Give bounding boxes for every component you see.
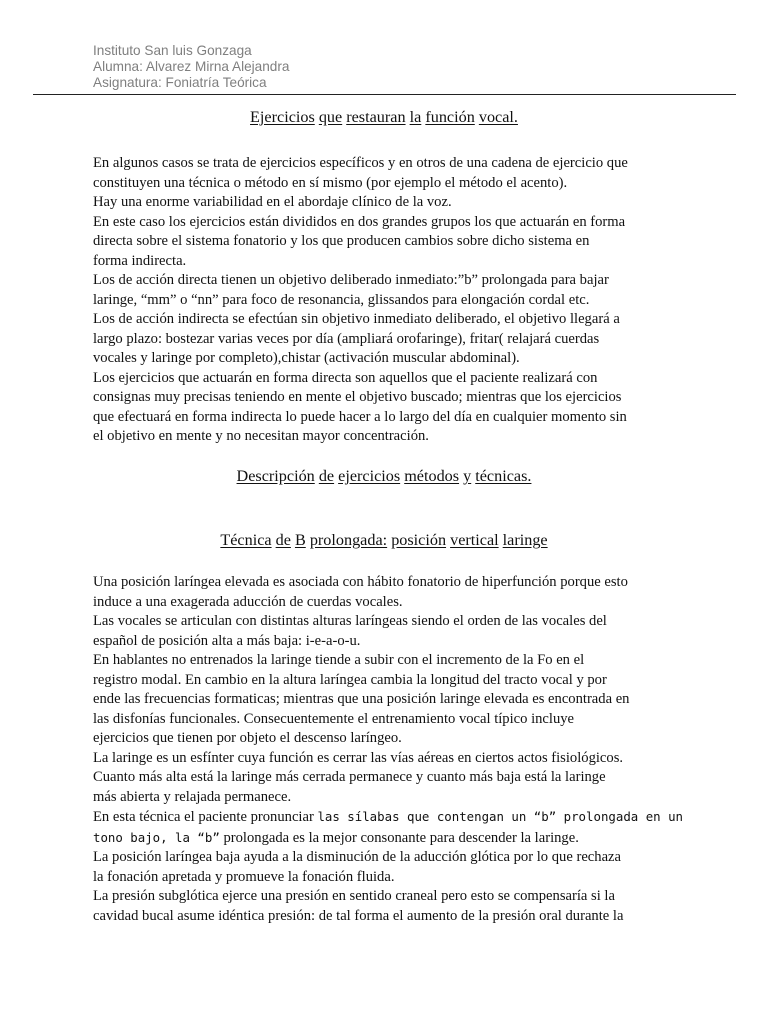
text-line: Los ejercicios que actuarán en forma directa son aquellos que el paciente realizará con: [93, 369, 598, 386]
title-word: posición: [391, 531, 447, 549]
text-line: directa sobre el sistema fonatorio y los que producen cambios sobre dicho sistema en: [93, 233, 590, 249]
header-student: Alumna: Alvarez Mirna Alejandra: [93, 59, 290, 74]
text-line: ende las frecuencias formaticas; mientras que una posición laringe elevada es encontrada en: [93, 691, 630, 707]
title-word: vertical: [450, 531, 499, 549]
text-line: que efectuará en forma indirecta lo puede hacer a lo largo del día en cualquier momento sin: [93, 408, 627, 425]
header-subject: Asignatura: Foniatría Teórica: [93, 75, 267, 90]
text-line: Una posición laríngea elevada es asociada con hábito fonatorio de hiperfunción porque esto: [93, 574, 628, 590]
document-header: [93, 43, 289, 91]
section-title-description: [0, 466, 768, 486]
text-line: Cuanto más alta está la laringe más cerrada permanece y cuanto más baja está la laringe: [93, 769, 606, 785]
text-line: Los de acción indirecta se efectúan sin objetivo inmediato deliberado, el objetivo llegará a: [93, 311, 620, 327]
text-line: forma indirecta.: [93, 252, 187, 269]
title-word: laringe: [502, 531, 548, 549]
text-line: constituyen una técnica o método en sí mismo (por ejemplo el método el acento).: [93, 174, 568, 191]
text-segment-mono: las sílabas que contengan un “b” prolongada en un: [317, 809, 683, 824]
text-line: más abierta y relajada permanece.: [93, 788, 292, 805]
text-line: vocales y laringe por completo),chistar (activación muscular abdominal).: [93, 350, 520, 366]
text-line: la fonación apretada y promueve la fonación fluida.: [93, 868, 395, 885]
text-line: En algunos casos se trata de ejercicios específicos y en otros de una cadena de ejercicio que: [93, 155, 628, 171]
text-line: [93, 828, 673, 849]
title-word: técnicas.: [475, 467, 532, 485]
title-word: restauran: [346, 108, 406, 126]
text-line: laringe, “mm” o “nn” para foco de resonancia, glissandos para elongación cordal etc.: [93, 291, 590, 308]
text-line: largo plazo: bostezar varias veces por día (ampliará orofaringe), fritar( relajará cuerdas: [93, 330, 600, 347]
title-word: Ejercicios: [250, 108, 315, 126]
title-word: vocal.: [478, 108, 518, 126]
main-title: [0, 107, 768, 127]
text-segment: prolongada es la mejor consonante para descender la laringe.: [219, 829, 579, 846]
text-line: La presión subglótica ejerce una presión en sentido craneal pero esto se compensaría si la: [93, 888, 615, 904]
text-line: En este caso los ejercicios están divididos en dos grandes grupos los que actuarán en forma: [93, 213, 626, 230]
text-line: [93, 807, 683, 828]
title-word: de: [318, 467, 335, 485]
title-word: la: [409, 108, 422, 126]
title-word: y: [463, 467, 472, 485]
header-institute: Instituto San luis Gonzaga: [93, 43, 252, 58]
title-word: Técnica: [220, 531, 272, 549]
title-word: que: [318, 108, 343, 126]
text-line: Los de acción directa tienen un objetivo deliberado inmediato:”b” prolongada para bajar: [93, 272, 609, 288]
text-segment: En esta técnica el paciente pronunciar: [93, 809, 318, 825]
title-word: de: [275, 531, 291, 549]
title-word: función: [425, 108, 475, 126]
text-line: ejercicios que tienen por objeto el descenso laríngeo.: [93, 730, 402, 746]
title-word: ejercicios: [338, 467, 401, 485]
text-line: las disfonías funcionales. Consecuentemente el entrenamiento vocal típico incluye: [93, 710, 575, 727]
text-line: el objetivo en mente y no necesitan mayor concentración.: [93, 428, 429, 444]
title-word: Descripción: [236, 467, 315, 485]
title-word: B: [294, 531, 306, 549]
technique-body: [93, 573, 683, 926]
text-line: induce a una exagerada aducción de cuerdas vocales.: [93, 593, 403, 610]
title-word: métodos: [404, 467, 460, 485]
text-line: español de posición alta a más baja: i-e-a-o-u.: [93, 632, 361, 649]
intro-paragraph: [93, 154, 673, 447]
title-word: prolongada:: [309, 531, 388, 549]
text-line: registro modal. En cambio en la altura laríngea cambia la longitud del tracto vocal y por: [93, 671, 607, 688]
text-segment-mono: tono bajo, la “b”: [93, 829, 220, 845]
text-line: Hay una enorme variabilidad en el abordaje clínico de la voz.: [93, 194, 452, 210]
text-line: La posición laríngea baja ayuda a la disminución de la aducción glótica por lo que rechaza: [93, 849, 621, 865]
text-line: La laringe es un esfínter cuya función es cerrar las vías aéreas en ciertos actos fisiológicos.: [93, 749, 624, 766]
text-line: Las vocales se articulan con distintas alturas laríngeas siendo el orden de las vocales del: [93, 613, 607, 629]
header-divider: [33, 94, 736, 95]
text-line: cavidad bucal asume idéntica presión: de tal forma el aumento de la presión oral durante la: [93, 907, 624, 924]
text-line: En hablantes no entrenados la laringe tiende a subir con el incremento de la Fo en el: [93, 652, 585, 668]
section-title-technique: [0, 530, 768, 550]
text-line: consignas muy precisas teniendo en mente el objetivo buscado; mientras que los ejercicios: [93, 389, 622, 405]
